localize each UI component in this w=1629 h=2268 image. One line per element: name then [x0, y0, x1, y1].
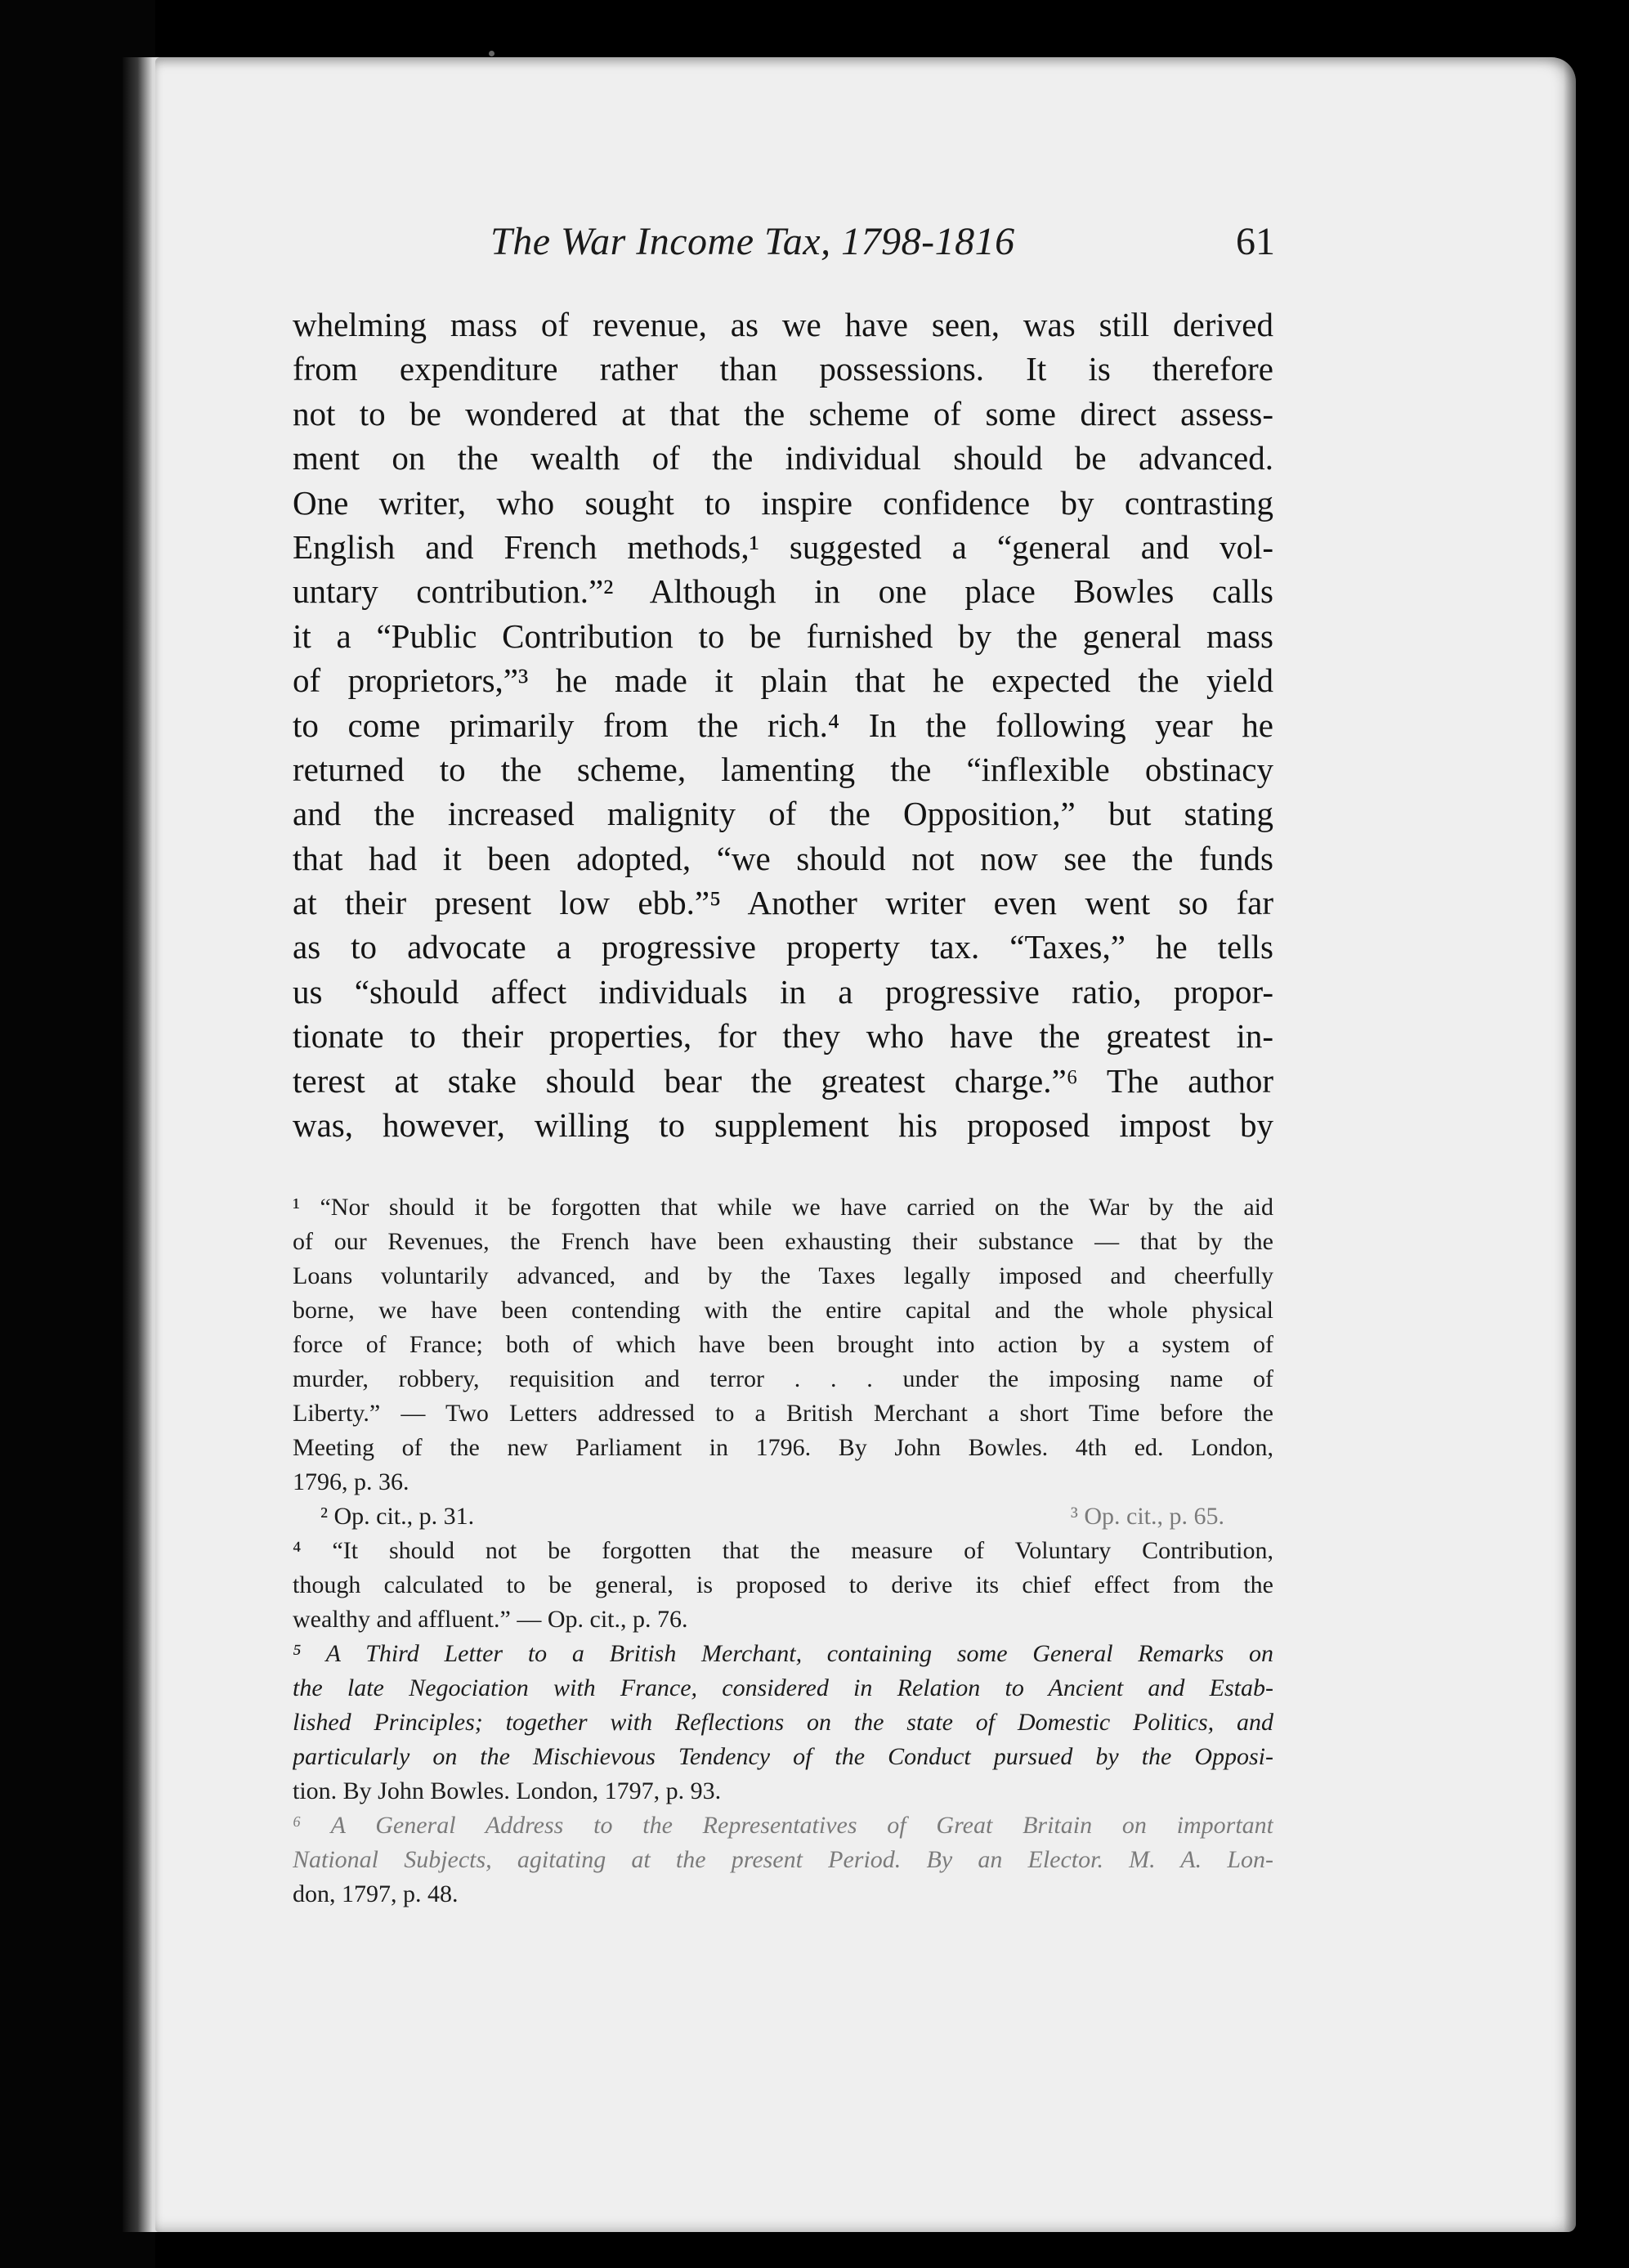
footnote-5	[293, 1637, 1273, 1809]
body-line: it a “Public Contribution to be furnished by the general mass	[293, 616, 1273, 655]
running-title: The War Income Tax, 1798-1816	[490, 220, 1015, 263]
body-line: was, however, willing to supplement his proposed impost by	[293, 1106, 1273, 1145]
footnote-line: though calculated to be general, is proposed to derive its chief effect from the	[293, 1571, 1273, 1598]
footnotes-2-3	[293, 1499, 1273, 1534]
footnote-line: ¹ “Nor should it be forgotten that while we have carried on the War by the aid	[293, 1194, 1273, 1221]
body-line: not to be wondered at that the scheme of some direct assess-	[293, 394, 1273, 433]
body-line: to come primarily from the rich.⁴ In the following year he	[293, 706, 1273, 744]
footnote-line: particularly on the Mischievous Tendency of the Conduct pursued by the Opposi-	[293, 1743, 1273, 1770]
footnotes	[293, 1190, 1273, 1912]
body-line: whelming mass of revenue, as we have seen, was still derived	[293, 306, 1273, 343]
body-line: from expenditure rather than possessions. It is therefore	[293, 350, 1273, 388]
body-line: tionate to their properties, for they who have the greatest in-	[293, 1017, 1273, 1056]
page-header	[490, 219, 1275, 276]
footnote-6	[293, 1809, 1273, 1912]
body-line: returned to the scheme, lamenting the “inflexible obstinacy	[293, 750, 1273, 788]
footnote-line: Loans voluntarily advanced, and by the Taxes legally imposed and cheerfully	[293, 1262, 1273, 1289]
page-number: 61	[1236, 220, 1275, 263]
footnote-1	[293, 1190, 1273, 1499]
footnote-line: the late Negociation with France, considered in Relation to Ancient and Estab-	[293, 1674, 1273, 1701]
footnote-line: ⁶ A General Address to the Representatives of Great Britain on important	[293, 1812, 1273, 1839]
footnote-line: murder, robbery, requisition and terror . . . under the imposing name of	[293, 1365, 1273, 1392]
footnote-line: ⁵ A Third Letter to a British Merchant, containing some General Remarks on	[293, 1640, 1273, 1667]
body-line: at their present low ebb.”⁵ Another writer even went so far	[293, 884, 1273, 922]
footnote-line: ⁴ “It should not be forgotten that the measure of Voluntary Contribution,	[293, 1537, 1273, 1564]
body-line: ment on the wealth of the individual should be advanced.	[293, 439, 1273, 477]
scan-speck	[489, 51, 495, 56]
footnote-line: Meeting of the new Parliament in 1796. By John Bowles. 4th ed. London,	[293, 1434, 1273, 1461]
body-line: as to advocate a progressive property tax. “Taxes,” he tells	[293, 928, 1273, 966]
body-line: us “should affect individuals in a progressive ratio, propor-	[293, 972, 1273, 1011]
footnote-line: wealthy and affluent.” — Op. cit., p. 76.	[293, 1606, 688, 1633]
footnote-line: don, 1797, p. 48.	[293, 1880, 459, 1907]
body-line: that had it been adopted, “we should not now see the funds	[293, 839, 1273, 877]
body-line: untary contribution.”² Although in one place Bowles calls	[293, 572, 1273, 611]
body-line: English and French methods,¹ suggested a “general and vol-	[293, 527, 1273, 566]
body-line: One writer, who sought to inspire confidence by contrasting	[293, 483, 1273, 522]
footnote-line: force of France; both of which have been brought into action by a system of	[293, 1331, 1273, 1358]
footnote-line: 1796, p. 36.	[293, 1468, 409, 1495]
body-line: and the increased malignity of the Opposition,” but stating	[293, 795, 1273, 833]
footnote-3: ³ Op. cit., p. 65.	[1070, 1503, 1224, 1530]
footnote-line: National Subjects, agitating at the present Period. By an Elector. M. A. Lon-	[293, 1846, 1273, 1873]
footnote-line: borne, we have been contending with the entire capital and the whole physical	[293, 1297, 1273, 1324]
footnote-line: of our Revenues, the French have been exhausting their substance — that by the	[293, 1228, 1273, 1255]
footnote-line: tion. By John Bowles. London, 1797, p. 93.	[293, 1777, 722, 1804]
body-paragraph	[293, 303, 1273, 1147]
body-line: of proprietors,”³ he made it plain that he expected the yield	[293, 661, 1273, 700]
footnote-2: ² Op. cit., p. 31.	[320, 1503, 475, 1530]
body-line: terest at stake should bear the greatest charge.”⁶ The author	[293, 1061, 1273, 1100]
footnote-line: Liberty.” — Two Letters addressed to a British Merchant a short Time before the	[293, 1400, 1273, 1427]
footnote-4	[293, 1534, 1273, 1637]
scan-right-margin	[1564, 0, 1629, 2268]
footnote-line: lished Principles; together with Reflections on the state of Domestic Politics, and	[293, 1709, 1273, 1736]
